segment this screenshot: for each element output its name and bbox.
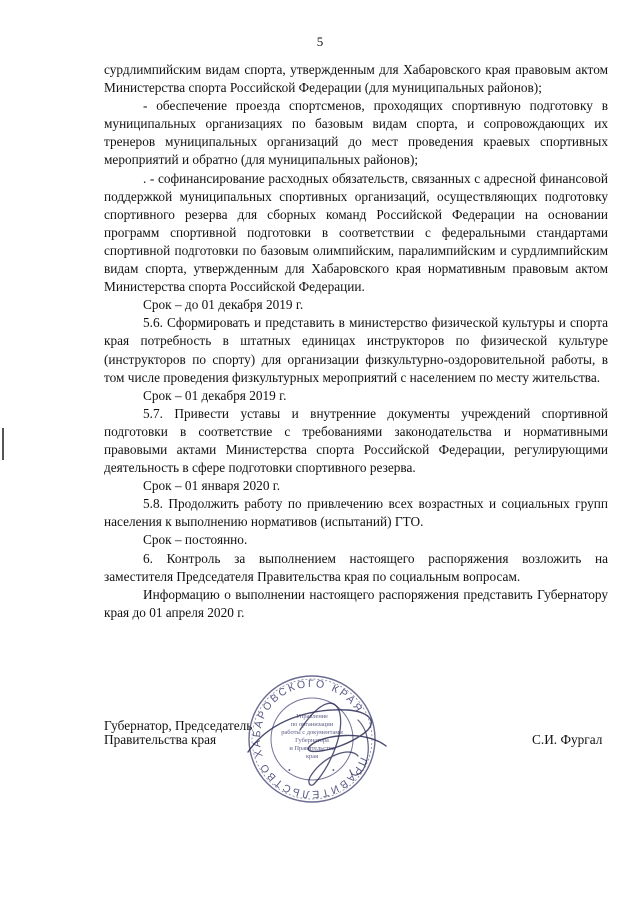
stamp-inner-line2: по организации	[290, 721, 334, 728]
document-body	[104, 61, 608, 622]
stamp-inner-line5: и Правительства	[289, 745, 335, 752]
signatory-name: С.И. Фургал	[532, 732, 603, 747]
handwritten-signature	[240, 690, 390, 790]
paragraph-travel-provision: - обеспечение проезда спортсменов, проходящих спортивную подготовку в муниципальных организациях по базовым видам спорта, и сопровождающих их тренеров муниципальных организаций до мест проведения краевых спортивных мероприятий и обратно (для муниципальных районов);	[104, 98, 608, 168]
stamp-inner-line6: края	[305, 753, 319, 760]
stamp-inner-line4: Губернатора	[295, 737, 329, 744]
signatory-position	[104, 719, 252, 747]
signatory-position-line2: Правительства края	[104, 732, 217, 747]
paragraph-continuation: сурдлимпийским видам спорта, утвержденным для Хабаровского края правовым актом Министерства спорта Российской Федерации (для муниципальных районов);	[104, 62, 608, 96]
page-number: 5	[316, 34, 324, 49]
paragraph-item-5-7: 5.7. Привести уставы и внутренние документы учреждений спортивной подготовки в соответствие с требованиями законодательства и нормативными правовыми актами Министерства спорта Российской Федерации, регулирующими деятельность в сфере подготовки спортивного резерва.	[104, 405, 608, 476]
paragraph-report-info: Информацию о выполнении настоящего распоряжения представить Губернатору края до 01 апреля 2020 г.	[104, 586, 608, 620]
paragraph-item-5-8: 5.8. Продолжить работу по привлечению всех возрастных и социальных групп населения к выполнению нормативов (испытаний) ГТО.	[104, 496, 608, 530]
paragraph-item-6: 6. Контроль за выполнением настоящего распоряжения возложить на заместителя Председателя Правительства края по социальным вопросам.	[104, 550, 608, 584]
paragraph-deadline: Срок – 01 января 2020 г.	[143, 478, 281, 494]
stamp-inner-line3: работы с документами	[281, 729, 343, 736]
stamp-outer-text: ПРАВИТЕЛЬСТВО ХАБАРОВСКОГО КРАЯ	[250, 677, 370, 801]
paragraph-deadline: Срок – постоянно.	[143, 532, 248, 548]
signatory-position-line1: Губернатор, Председатель	[104, 718, 253, 733]
paragraph-cofinancing: . - софинансирование расходных обязательств, связанных с адресной финансовой поддержкой муниципальных спортивных организаций, осуществляющих подготовку спортивного резерва для сборных команд Российской Федерации на основании программ спортивной подготовки в соответствии с федеральными стандартами спортивной подготовки по базовым олимпийским, паралимпийским и сурдлимпийским видам спорта, утвержденным для Хабаровского края нормативным правовым актом Министерства спорта Российской Федерации.	[104, 170, 608, 295]
stamp-star-left: •	[288, 766, 291, 775]
paragraph-deadline: Срок – до 01 декабря 2019 г.	[143, 297, 304, 313]
stamp-star-right: •	[332, 766, 335, 775]
paragraph-item-5-6: 5.6. Сформировать и представить в министерство физической культуры и спорта края потребность в штатных единицах инструкторов по физической культуре (инструкторов по спорту) для организации физкультурно-оздоровительной работы, в том числе проведения физкультурных мероприятий с населением по месту жительства.	[104, 315, 608, 385]
scan-edge-mark	[2, 428, 4, 460]
paragraph-deadline: Срок – 01 декабря 2019 г.	[143, 387, 287, 403]
stamp-inner-line1: Управление	[295, 713, 329, 720]
